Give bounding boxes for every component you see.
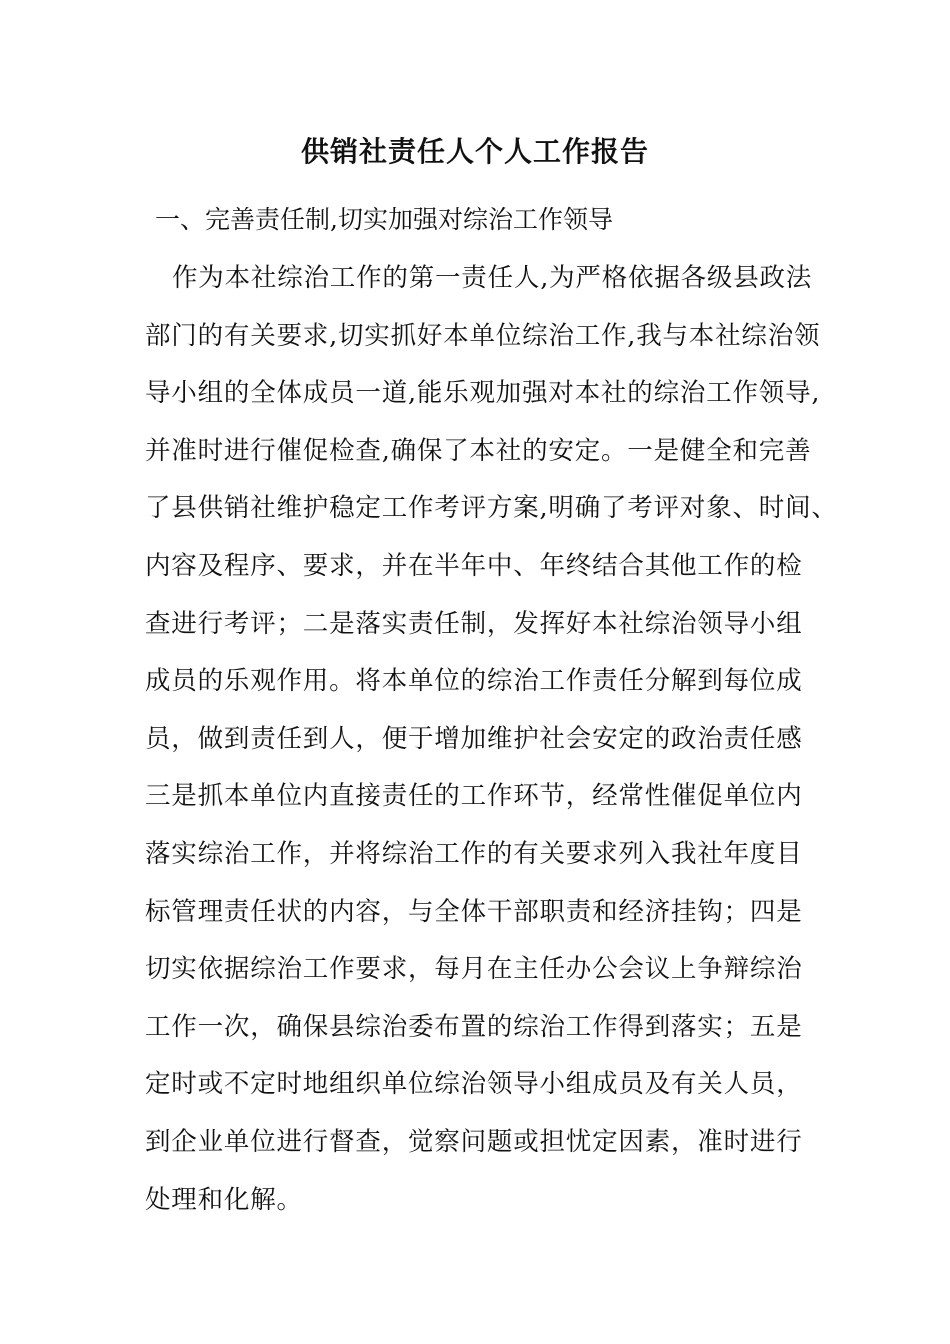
paragraph-line: 成员的乐观作用。将本单位的综治工作责任分解到每位成: [145, 666, 803, 697]
paragraph-line: 内容及程序、要求，并在半年中、年终结合其他工作的检: [145, 550, 803, 581]
paragraph-line: 员，做到责任到人，便于增加维护社会安定的政治责任感: [145, 723, 803, 754]
paragraph-line: 并准时进行催促检查,确保了本社的安定。一是健全和完善: [145, 435, 812, 466]
document-title: 供销社责任人个人工作报告: [300, 135, 649, 168]
paragraph-line: 切实依据综治工作要求，每月在主任办公会议上争辩综治: [145, 954, 803, 985]
paragraph-line: 导小组的全体成员一道,能乐观加强对本社的综治工作领导,: [145, 378, 821, 409]
paragraph-line: 处理和化解。: [145, 1184, 303, 1215]
body-paragraph: [145, 258, 838, 1237]
section-heading: 一、完善责任制,切实加强对综治工作领导: [155, 205, 613, 234]
paragraph-line: 三是抓本单位内直接责任的工作环节，经常性催促单位内: [145, 781, 803, 812]
paragraph-line: 部门的有关要求,切实抓好本单位综治工作,我与本社综治领: [145, 320, 821, 351]
paragraph-line: 定时或不定时地组织单位综治领导小组成员及有关人员，: [145, 1069, 803, 1100]
paragraph-line: 作为本社综治工作的第一责任人,为严格依据各级县政法: [172, 263, 813, 293]
paragraph-line: 落实综治工作，并将综治工作的有关要求列入我社年度目: [145, 838, 803, 869]
paragraph-line: 查进行考评；二是落实责任制，发挥好本社综治领导小组: [145, 608, 803, 639]
paragraph-line: 工作一次，确保县综治委布置的综治工作得到落实；五是: [145, 1011, 803, 1042]
paragraph-line: 标管理责任状的内容，与全体干部职责和经济挂钩；四是: [145, 896, 803, 927]
paragraph-line: 了县供销社维护稳定工作考评方案,明确了考评对象、时间、: [145, 493, 838, 524]
paragraph-line: 到企业单位进行督查，觉察问题或担忧定因素，准时进行: [145, 1126, 803, 1157]
